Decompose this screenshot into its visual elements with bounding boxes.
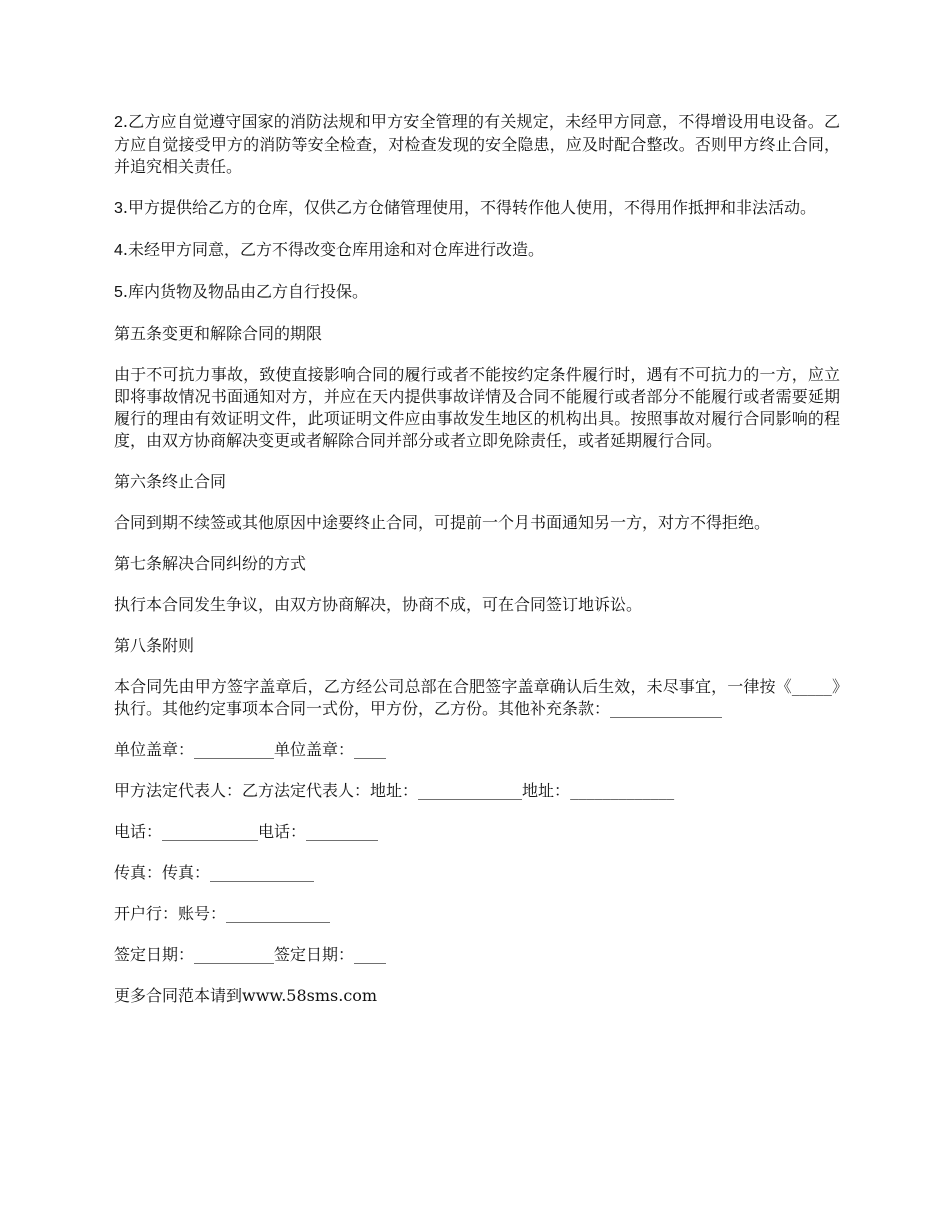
seal-label-a: 单位盖章： [114,740,195,759]
section-6-title: 第六条终止合同 [114,472,227,491]
section-8-text-a: 本合同先由甲方签字盖章后，乙方经公司总部在合肥签字盖章确认后生效，未尽事宜，一律按《 [114,677,792,696]
date-line [114,944,840,966]
seal-line [114,739,840,761]
address-label-b: 地址： [522,781,571,800]
section-8-body [114,676,840,720]
clause-4 [114,239,840,262]
section-8-text-b: 》执行。其他约定事项本合同一式份，甲方份，乙方份。其他补充条款： [114,677,840,718]
fill-blank: _____ [791,677,832,696]
section-7-title: 第七条解决合同纠纷的方式 [114,554,307,573]
clause-3 [114,197,840,220]
rep-label-b: 乙方法定代表人： [242,781,371,800]
fill-blank: __________ [194,740,275,759]
footer-prefix: 更多合同范本请到 [114,986,243,1005]
footer-line [114,985,840,1007]
fax-line [114,862,840,884]
representative-line [114,780,840,802]
clause-number: 3 [114,200,123,217]
section-5-title: 第五条变更和解除合同的期限 [114,324,323,343]
fax-label-b: 传真： [162,863,211,882]
fax-label-a: 传真： [114,863,163,882]
rep-label-a: 甲方法定代表人： [114,781,243,800]
seal-label-b: 单位盖章： [274,740,355,759]
bank-label: 开户行： [114,904,179,923]
clause-number: 2 [114,114,123,131]
phone-label-a: 电话： [114,822,163,841]
section-7-body: 执行本合同发生争议，由双方协商解决，协商不成，可在合同签订地诉讼。 [114,595,643,614]
clause-2 [114,111,840,178]
fill-blank: ____________ [162,822,259,841]
fill-blank: _____________ [418,781,523,800]
phone-label-b: 电话： [258,822,307,841]
account-label: 账号： [178,904,227,923]
clause-text: .库内货物及物品由乙方自行投保。 [122,282,368,301]
clause-number: 5 [114,284,123,301]
fill-blank: _____________ [570,781,675,800]
clause-text: .甲方提供给乙方的仓库，仅供乙方仓储管理使用，不得转作他人使用，不得用作抵押和非法活动。 [122,198,816,217]
fill-blank: _____________ [210,863,315,882]
date-label-b: 签定日期： [274,945,355,964]
clause-5 [114,281,840,304]
bank-line [114,903,840,925]
phone-line [114,821,840,843]
fill-blank: ______________ [610,699,723,718]
clause-text: .乙方应自觉遵守国家的消防法规和甲方安全管理的有关规定，未经甲方同意，不得增设用电设备。乙方应自觉接受甲方的消防等安全检查，对检查发现的安全隐患，应及时配合整改。否则甲方终止合同，并追究相关责任。 [114,112,840,176]
fill-blank: ____ [354,945,387,964]
section-5-body: 由于不可抗力事故，致使直接影响合同的履行或者不能按约定条件履行时，遇有不可抗力的一方，应立即将事故情况书面通知对方，并应在天内提供事故详情及合同不能履行或者部分不能履行或者需要延期履行的理由有效证明文件，此项证明文件应由事故发生地区的机构出具。按照事故对履行合同影响的程度，由双方协商解决变更或者解除合同并部分或者立即免除责任，或者延期履行合同。 [114,365,840,450]
contract-document [114,111,840,1026]
fill-blank: _____________ [226,904,331,923]
fill-blank: __________ [194,945,275,964]
section-8-title: 第八条附则 [114,636,195,655]
date-label-a: 签定日期： [114,945,195,964]
clause-text: .未经甲方同意，乙方不得改变仓库用途和对仓库进行改造。 [122,240,544,259]
section-6-body: 合同到期不续签或其他原因中途要终止合同，可提前一个月书面通知另一方，对方不得拒绝。 [114,513,771,532]
fill-blank: _________ [306,822,379,841]
address-label-a: 地址： [370,781,419,800]
footer-site-link[interactable]: www.58sms.com [242,986,378,1005]
clause-number: 4 [114,242,123,259]
fill-blank: ____ [354,740,387,759]
